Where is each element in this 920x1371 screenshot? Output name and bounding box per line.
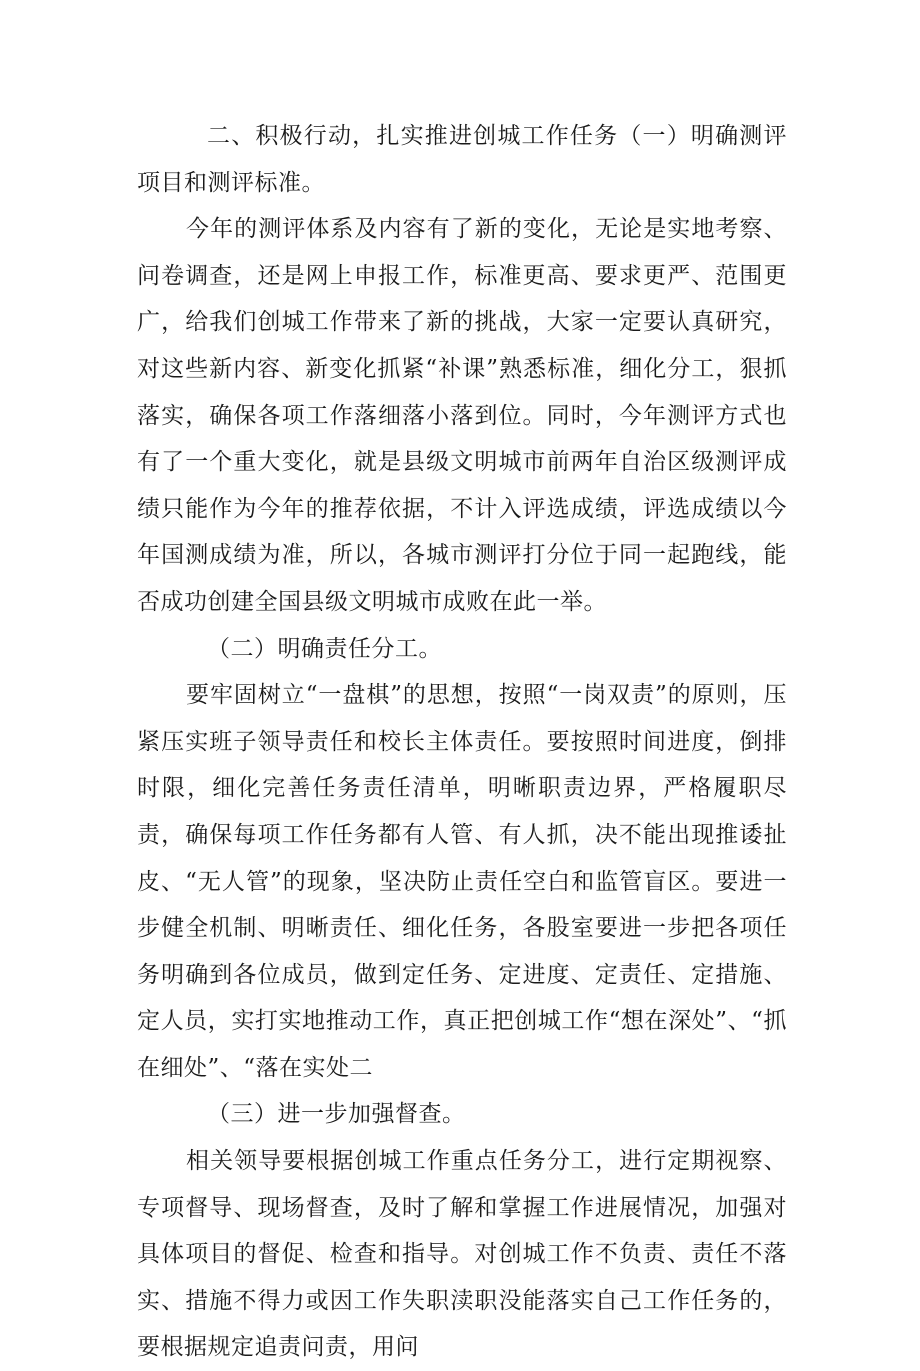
subsection-heading-supervision: （三）进一步加强督查。: [207, 1101, 466, 1128]
section-heading-2: 二、积极行动，扎实推进创城工作任务（一）明确测评项目和测评标准。: [137, 123, 787, 196]
subsection-heading-responsibility: （二）明确责任分工。: [207, 635, 442, 662]
paragraph-evaluation-system: 今年的测评体系及内容有了新的变化，无论是实地考察、问卷调查，还是网上申报工作，标准更高、要求更严、范围更广，给我们创城工作带来了新的挑战，大家一定要认真研究，对这些新内容、新变化抓紧“补课”熟悉标准，细化分工，狠抓落实，确保各项工作落细落小落到位。同时，今年测评方式也有了一个重大变化，就是县级文明城市前两年自治区级测评成绩只能作为今年的推荐依据，不计入评选成绩，评选成绩以今年国测成绩为准，所以，各城市测评打分位于同一起跑线，能否成功创建全国县级文明城市成败在此一举。: [137, 216, 787, 615]
document-body: [137, 113, 787, 1371]
paragraph-supervision: 相关领导要根据创城工作重点任务分工，进行定期视察、专项督导、现场督查，及时了解和掌握工作进展情况，加强对具体项目的督促、检查和指导。对创城工作不负责、责任不落实、措施不得力或因工作失职渎职没能落实自己工作任务的，要根据规定追责问责，用问: [137, 1148, 787, 1361]
paragraph-responsibility: 要牢固树立“一盘棋”的思想，按照“一岗双责”的原则，压紧压实班子领导责任和校长主体责任。要按照时间进度，倒排时限，细化完善任务责任清单，明晰职责边界，严格履职尽责，确保每项工作任务都有人管、有人抓，决不能出现推诿扯皮、“无人管”的现象，坚决防止责任空白和监管盲区。要进一步健全机制、明晰责任、细化任务，各股室要进一步把各项任务明确到各位成员，做到定任务、定进度、定责任、定措施、定人员，实打实地推动工作，真正把创城工作“想在深处”、“抓在细处”、“落在实处二: [137, 682, 787, 1081]
